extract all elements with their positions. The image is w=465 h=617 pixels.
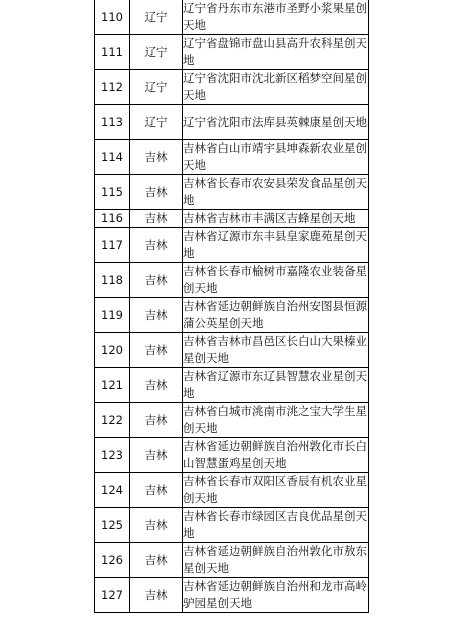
row-number: 126	[95, 543, 130, 578]
base-name-cell: 辽宁省沈阳市法库县英棘康星创天地	[183, 105, 369, 140]
table-row	[95, 508, 369, 543]
province-cell: 吉林	[130, 368, 183, 403]
table-row	[95, 35, 369, 70]
base-name-cell: 吉林省延边朝鲜族自治州和龙市高岭驴园星创天地	[183, 578, 369, 613]
row-number: 125	[95, 508, 130, 543]
table-row	[95, 438, 369, 473]
table-row	[95, 368, 369, 403]
table-row	[95, 473, 369, 508]
province-cell: 吉林	[130, 473, 183, 508]
row-number: 118	[95, 263, 130, 298]
province-cell: 辽宁	[130, 35, 183, 70]
row-number: 124	[95, 473, 130, 508]
row-number: 115	[95, 175, 130, 210]
province-cell: 辽宁	[130, 70, 183, 105]
table-row	[95, 140, 369, 175]
table-row	[95, 175, 369, 210]
table-body	[95, 0, 369, 613]
table-row	[95, 298, 369, 333]
province-cell: 吉林	[130, 438, 183, 473]
table-row	[95, 333, 369, 368]
base-name-cell: 吉林省长春市绿园区吉良优品星创天地	[183, 508, 369, 543]
province-cell: 辽宁	[130, 105, 183, 140]
base-name-cell: 吉林省辽源市东丰县皇家鹿苑星创天地	[183, 228, 369, 263]
province-cell: 吉林	[130, 543, 183, 578]
table-row	[95, 210, 369, 228]
star-innovation-table	[94, 0, 369, 613]
row-number: 127	[95, 578, 130, 613]
row-number: 117	[95, 228, 130, 263]
table-row	[95, 543, 369, 578]
table-row	[95, 403, 369, 438]
row-number: 110	[95, 0, 130, 35]
table-row	[95, 105, 369, 140]
province-cell: 辽宁	[130, 0, 183, 35]
row-number: 114	[95, 140, 130, 175]
province-cell: 吉林	[130, 403, 183, 438]
base-name-cell: 辽宁省沈阳市沈北新区稻梦空间星创天地	[183, 70, 369, 105]
province-cell: 吉林	[130, 140, 183, 175]
row-number: 122	[95, 403, 130, 438]
row-number: 123	[95, 438, 130, 473]
base-name-cell: 吉林省白城市洮南市洮之宝大学生星创天地	[183, 403, 369, 438]
province-cell: 吉林	[130, 333, 183, 368]
row-number: 119	[95, 298, 130, 333]
province-cell: 吉林	[130, 508, 183, 543]
province-cell: 吉林	[130, 210, 183, 228]
base-name-cell: 辽宁省盘锦市盘山县高升农科星创天地	[183, 35, 369, 70]
base-name-cell: 吉林省延边朝鲜族自治州敦化市敖东星创天地	[183, 543, 369, 578]
base-name-cell: 吉林省长春市榆树市嘉隆农业装备星创天地	[183, 263, 369, 298]
row-number: 116	[95, 210, 130, 228]
province-cell: 吉林	[130, 175, 183, 210]
table-row	[95, 263, 369, 298]
table-row	[95, 578, 369, 613]
table-row	[95, 70, 369, 105]
table-row	[95, 228, 369, 263]
row-number: 113	[95, 105, 130, 140]
province-cell: 吉林	[130, 263, 183, 298]
base-name-cell: 吉林省延边朝鲜族自治州敦化市长白山智慧蛋鸡星创天地	[183, 438, 369, 473]
province-cell: 吉林	[130, 578, 183, 613]
base-name-cell: 吉林省吉林市丰满区吉蜂星创天地	[183, 210, 369, 228]
base-name-cell: 吉林省白山市靖宇县坤森新农业星创天地	[183, 140, 369, 175]
row-number: 121	[95, 368, 130, 403]
base-name-cell: 辽宁省丹东市东港市圣野小浆果星创天地	[183, 0, 369, 35]
base-name-cell: 吉林省长春市农安县荣发食品星创天地	[183, 175, 369, 210]
row-number: 120	[95, 333, 130, 368]
base-name-cell: 吉林省辽源市东辽县智慧农业星创天地	[183, 368, 369, 403]
base-name-cell: 吉林省延边朝鲜族自治州安图县恒源蒲公英星创天地	[183, 298, 369, 333]
row-number: 111	[95, 35, 130, 70]
table-row	[95, 0, 369, 35]
province-cell: 吉林	[130, 298, 183, 333]
base-name-cell: 吉林省长春市双阳区香辰有机农业星创天地	[183, 473, 369, 508]
row-number: 112	[95, 70, 130, 105]
base-name-cell: 吉林省吉林市昌邑区长白山大果榛业星创天地	[183, 333, 369, 368]
province-cell: 吉林	[130, 228, 183, 263]
